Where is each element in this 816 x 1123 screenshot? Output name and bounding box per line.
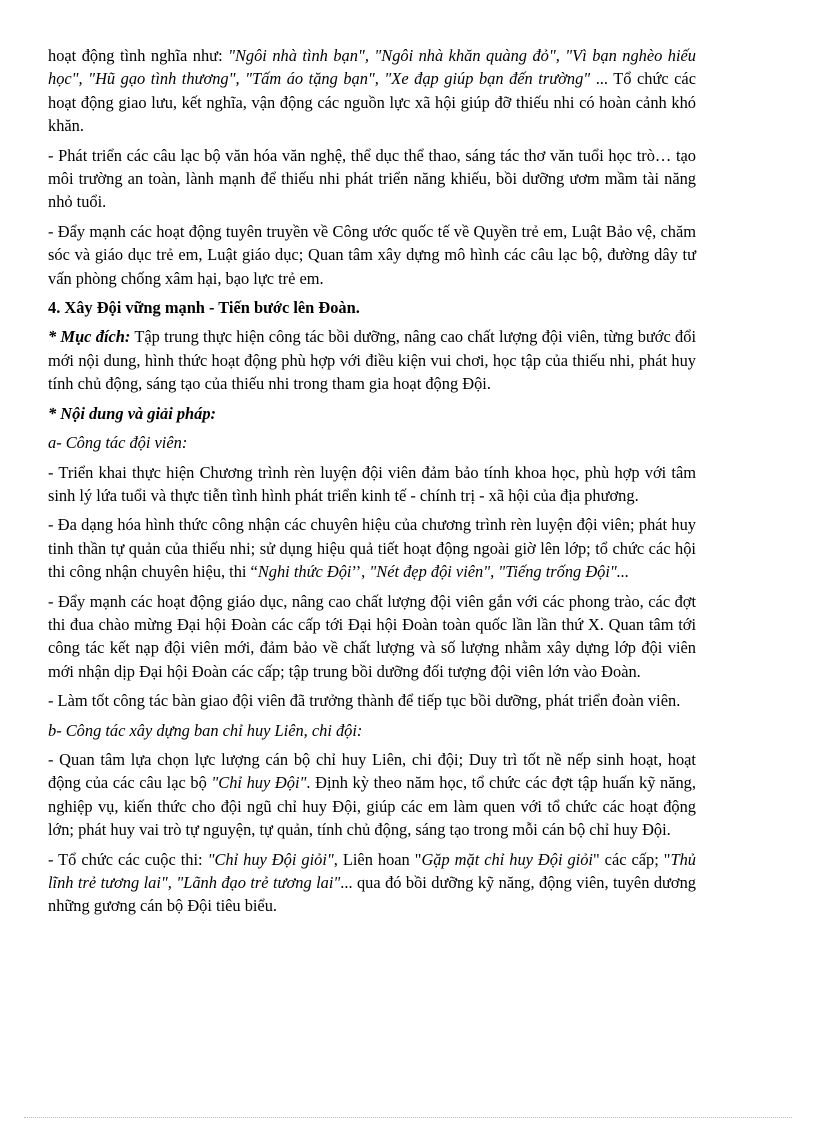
italic-run: "Ngôi nhà tình bạn", "Ngôi nhà khăn quàng đỏ", "Vì bạn nghèo hiếu học", "Hũ gạo tình thương", "Tấm áo tặng bạn", "Xe đạp giúp bạn đến trường": [48, 46, 696, 89]
text-run: ... Tổ chức các hoạt động giao lưu, kết nghĩa, vận động các nguồn lực xã hội giúp đỡ thiếu nhi có hoàn cảnh khó khăn.: [48, 69, 696, 136]
content-solutions-heading: * Nội dung và giải pháp:: [48, 403, 217, 423]
italic-run: "Chỉ huy Đội": [211, 773, 307, 793]
document-page: [48, 44, 696, 924]
paragraph-propaganda: - Đẩy mạnh các hoạt động tuyên truyền về Công ước quốc tế về Quyền trẻ em, Luật Bảo vệ, chăm sóc và giáo dục trẻ em, Luật giáo dục; Quan tâm xây dựng mô hình các câu lạc bộ, đường dây tư vấn phòng chống xâm hại, bạo lực trẻ em.: [48, 221, 696, 288]
purpose-text: Tập trung thực hiện công tác bồi dưỡng, nâng cao chất lượng đội viên, từng bước đổi mới nội dung, hình thức hoạt động phù hợp với điều kiện vui chơi, học tập của thiếu nhi, phát huy tính chủ động, sáng tạo của thiếu nhi trong tham gia hoạt động Đội.: [48, 327, 696, 394]
italic-run: "Chỉ huy Đội giỏi": [207, 849, 334, 869]
text-run: - Tổ chức các cuộc thi:: [48, 849, 208, 869]
paragraph-education-quality: - Đẩy mạnh các hoạt động giáo dục, nâng cao chất lượng đội viên gắn với các phong trào, các đợt thi đua chào mừng Đại hội Đoàn các cấp tới Đại hội Đoàn toàn quốc lần lần thứ X. Quan tâm tới công tác kết nạp đội viên mới, đảm bảo về chất lượng và số lượng nhằm xây dựng lớp đội viên mới nhận dịp Đại hội Đoàn các cấp; tập trung bồi dưỡng đối tượng đội viên lớn vào Đoàn.: [48, 591, 696, 681]
paragraph-handover: - Làm tốt công tác bàn giao đội viên đã trưởng thành để tiếp tục bồi dưỡng, phát triển đoàn viên.: [48, 691, 681, 711]
italic-run: "Nét đẹp đội viên", "Tiếng trống Đội"...: [369, 562, 630, 582]
text-run: , Liên hoan ": [333, 849, 422, 869]
text-run: " các cấp; ": [593, 849, 671, 869]
text-run: . Định kỳ theo năm học, tổ chức các đợt tập huấn kỹ năng, nghiệp vụ, kiến thức cho đội ngũ chỉ huy Đội, giúp các em làm quen với tổ chức các hoạt động lớn; phát huy vai trò tự nguyện, tự quản, tính chủ động, sáng tạo trong mỗi cán bộ chỉ huy Đội.: [48, 773, 696, 840]
section-heading-4: 4. Xây Đội vững mạnh - Tiến bước lên Đoàn.: [48, 298, 360, 318]
paragraph-diversify-recognition: [48, 513, 696, 583]
subheading-command-board: b- Công tác xây dựng ban chỉ huy Liên, chi đội:: [48, 720, 363, 740]
subheading-member-work: a- Công tác đội viên:: [48, 433, 188, 453]
text-run: ’’,: [351, 562, 370, 582]
text-run: - Đa dạng hóa hình thức công nhận các chuyên hiệu của chương trình rèn luyện đội viên; phát huy tinh thần tự quản của thiếu nhi; sử dụng hiệu quả tiết hoạt động ngoài giờ lên lớp; tổ chức các hội thi công nhận chuyên hiệu, thi “: [48, 515, 696, 582]
text-run: hoạt động tình nghĩa như:: [48, 46, 229, 65]
paragraph-purpose: [48, 325, 696, 395]
purpose-label: * Mục đích:: [48, 327, 131, 347]
italic-run: Nghi thức Đội: [257, 562, 352, 582]
paragraph-culture-clubs: - Phát triển các câu lạc bộ văn hóa văn nghệ, thể dục thể thao, sáng tác thơ văn tuổi học trò… tạo môi trường an toàn, lành mạnh để thiếu nhi phát triển năng khiếu, bồi dưỡng ươm mầm tài năng nhỏ tuổi.: [48, 145, 696, 212]
italic-run: Thủ lĩnh trẻ tương lai", "Lãnh đạo trẻ tương lai": [48, 849, 696, 892]
paragraph-charity-activities: [48, 44, 696, 138]
text-run: ... qua đó bồi dưỡng kỹ năng, động viên, tuyên dương những gương cán bộ Đội tiêu biểu.: [48, 873, 696, 916]
paragraph-training-program: - Triển khai thực hiện Chương trình rèn luyện đội viên đảm bảo tính khoa học, phù hợp với tâm sinh lý lứa tuổi và thực tiễn tình hình phát triển kinh tế - chính trị - xã hội của địa phương.: [48, 462, 696, 505]
italic-run: Gặp mặt chỉ huy Đội giỏi: [421, 849, 593, 869]
paragraph-select-leaders: [48, 748, 696, 842]
paragraph-competitions: [48, 848, 696, 918]
page-bottom-divider: [24, 1117, 792, 1118]
text-run: - Quan tâm lựa chọn lực lượng cán bộ chỉ huy Liên, chi đội; Duy trì tốt nề nếp sinh hoạt, hoạt động của các câu lạc bộ: [48, 749, 696, 793]
